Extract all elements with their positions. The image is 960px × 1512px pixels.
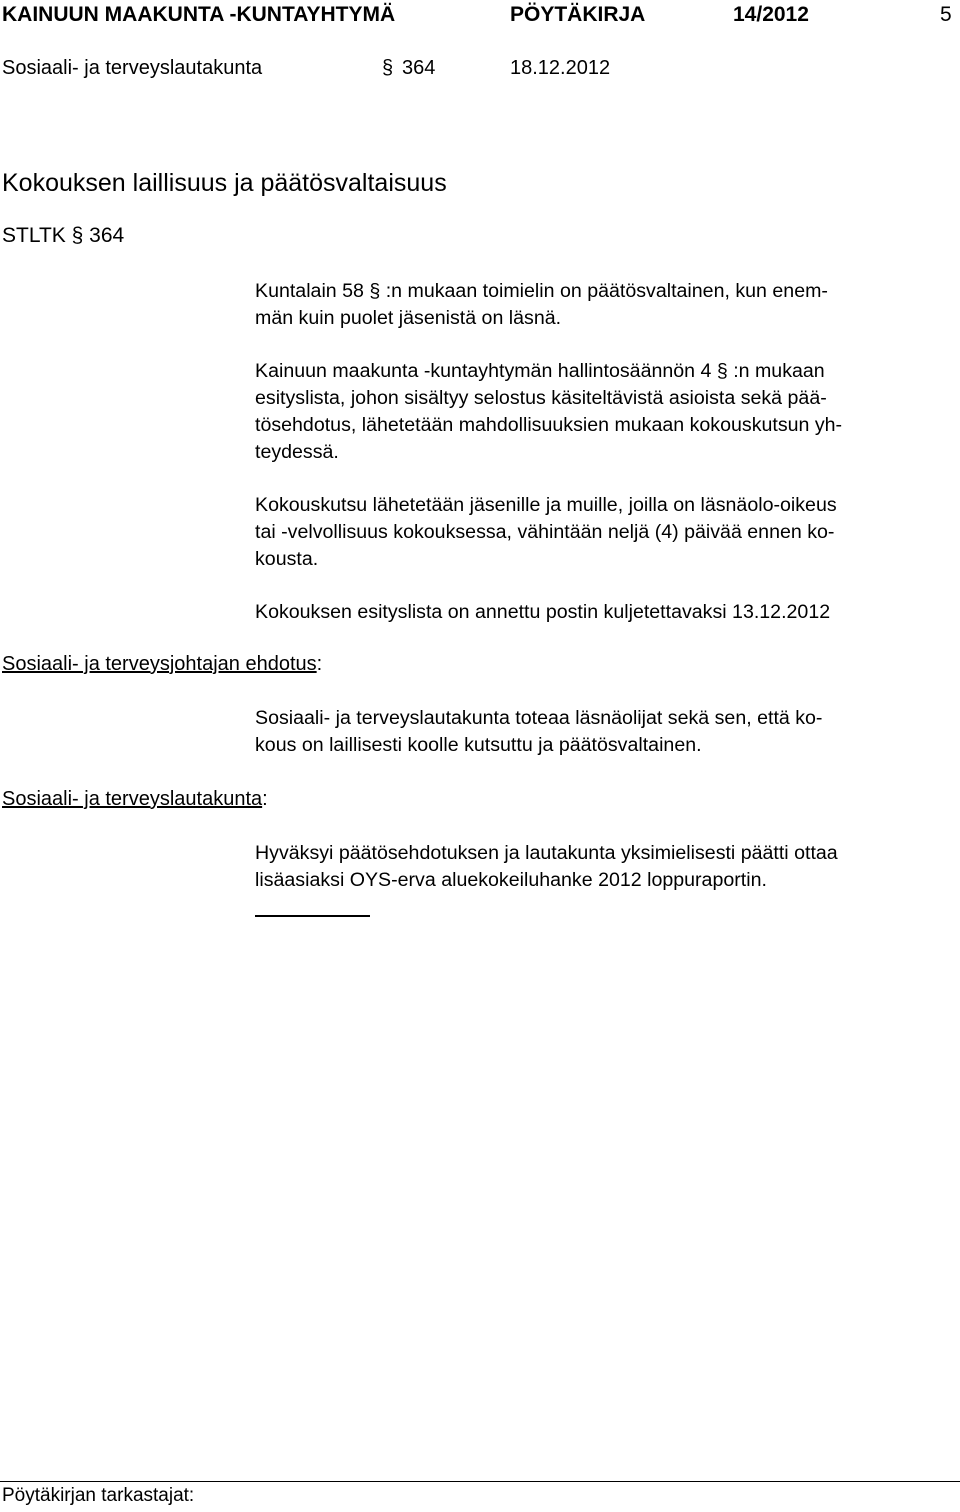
document-type: PÖYTÄKIRJA bbox=[510, 3, 646, 26]
paragraph-agenda-sent bbox=[255, 599, 955, 626]
text-line: Kuntalain 58 § :n mukaan toimielin on päätösvaltainen, kun enem- bbox=[255, 280, 828, 302]
page-number: 5 bbox=[940, 3, 952, 26]
footer-label: Pöytäkirjan tarkastajat: bbox=[2, 1485, 195, 1506]
text-line: teydessä. bbox=[255, 441, 339, 463]
section-number: 364 bbox=[402, 57, 436, 79]
text-line: Kokouskutsu lähetetään jäsenille ja muille, joilla on läsnäolo-oikeus bbox=[255, 494, 837, 516]
reference-code: STLTK bbox=[2, 224, 66, 247]
text-line: lisäasiaksi OYS-erva aluekokeiluhanke 2012 loppuraportin. bbox=[255, 869, 767, 891]
paragraph-invitation bbox=[255, 492, 955, 573]
proposal-text bbox=[255, 705, 955, 759]
text-line: Kainuun maakunta -kuntayhtymän hallintosäännön 4 § :n mukaan bbox=[255, 360, 825, 382]
decision-text bbox=[255, 840, 955, 894]
proposal-label-colon: : bbox=[316, 653, 323, 675]
text-line: Sosiaali- ja terveyslautakunta toteaa läsnäolijat sekä sen, että ko- bbox=[255, 707, 823, 729]
text-line: tösehdotus, lähetetään mahdollisuuksien mukaan kokouskutsun yh- bbox=[255, 414, 843, 436]
text-line: esityslista, johon sisältyy selostus käsiteltävistä asioista sekä pää- bbox=[255, 387, 827, 409]
footer-rule bbox=[0, 1481, 960, 1482]
paragraph-quorum bbox=[255, 278, 955, 332]
item-reference bbox=[2, 223, 124, 249]
proposal-label bbox=[2, 651, 322, 677]
decision-label-text: Sosiaali- ja terveyslautakunta bbox=[2, 788, 263, 810]
item-title: Kokouksen laillisuus ja päätösvaltaisuus bbox=[2, 169, 447, 197]
text-line: tai -velvollisuus kokouksessa, vähintään neljä (4) päivää ennen ko- bbox=[255, 521, 835, 543]
text-line: kousta. bbox=[255, 548, 319, 570]
proposal-label-text: Sosiaali- ja terveysjohtajan ehdotus bbox=[2, 653, 317, 675]
document-number: 14/2012 bbox=[733, 3, 809, 26]
meeting-date: 18.12.2012 bbox=[510, 57, 611, 79]
organization-name: KAINUUN MAAKUNTA -KUNTAYHTYMÄ bbox=[2, 3, 396, 26]
committee-name: Sosiaali- ja terveyslautakunta bbox=[2, 57, 263, 79]
decision-label-colon: : bbox=[262, 788, 268, 810]
end-rule bbox=[255, 915, 370, 917]
text-line: Kokouksen esityslista on annettu postin kuljetettavaksi 13.12.2012 bbox=[255, 601, 831, 623]
text-line: män kuin puolet jäsenistä on läsnä. bbox=[255, 307, 562, 329]
text-line: kous on laillisesti koolle kutsuttu ja päätösvaltainen. bbox=[255, 734, 702, 756]
section-symbol-icon: § bbox=[382, 57, 394, 79]
paragraph-agenda-rules bbox=[255, 358, 955, 466]
reference-number: 364 bbox=[89, 224, 125, 247]
text-line: Hyväksyi päätösehdotuksen ja lautakunta yksimielisesti päätti ottaa bbox=[255, 842, 838, 864]
decision-label bbox=[2, 786, 268, 812]
reference-symbol-icon: § bbox=[71, 224, 84, 247]
